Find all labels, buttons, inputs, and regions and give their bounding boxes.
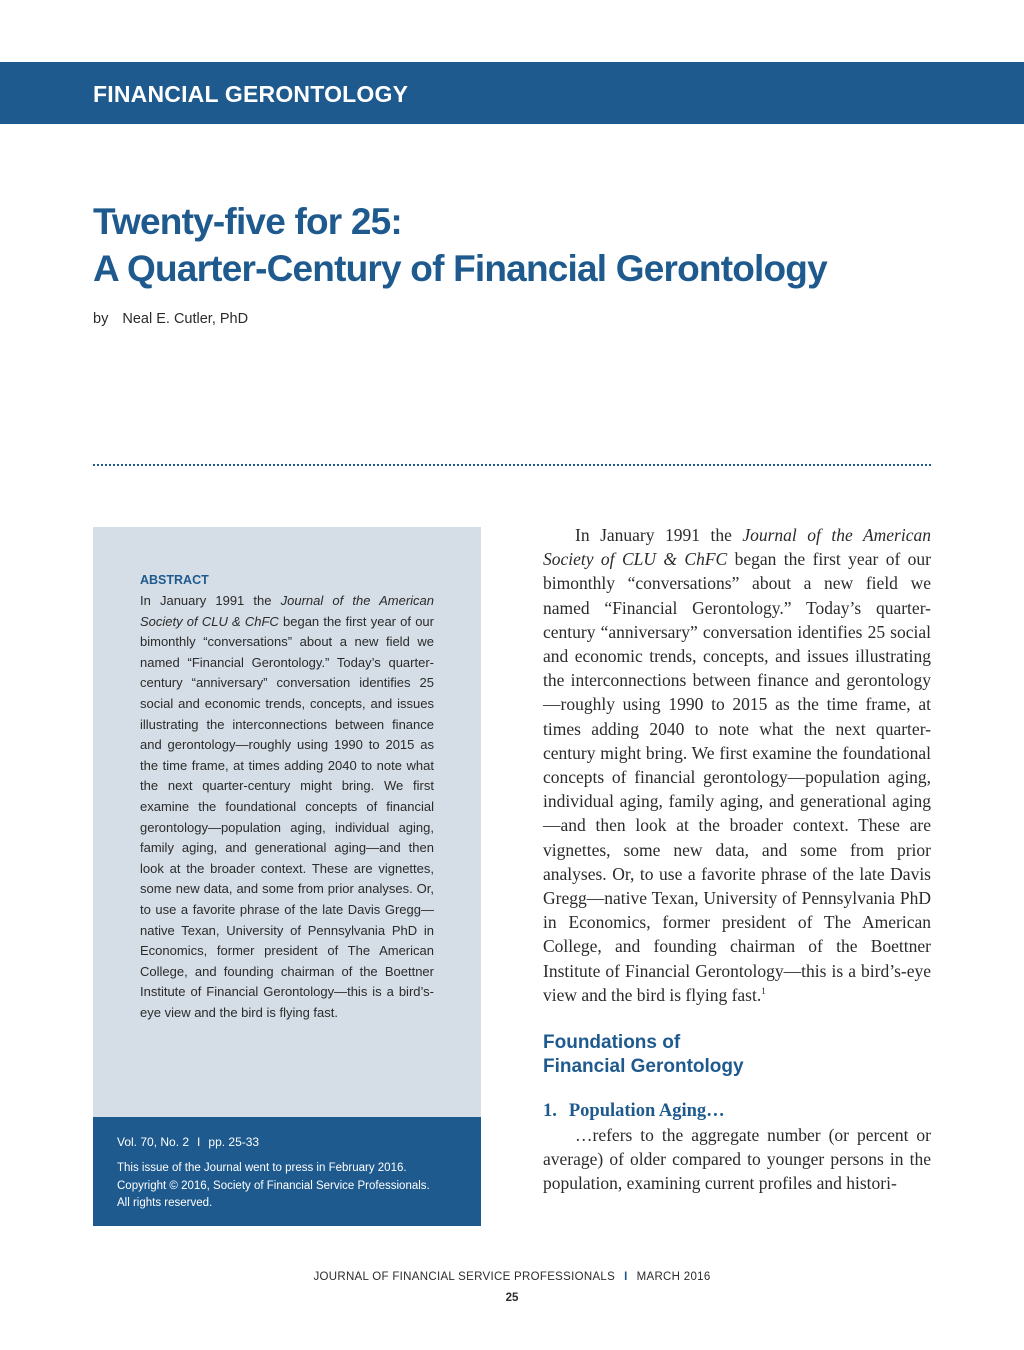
rights-note: All rights reserved. — [117, 1197, 213, 1209]
intro-paragraph — [543, 523, 931, 1007]
section-label: FINANCIAL GERONTOLOGY — [93, 81, 409, 107]
press-note — [117, 1160, 472, 1213]
issue-info-panel — [93, 1117, 481, 1226]
footer-separator: I — [624, 1271, 628, 1283]
volume-separator: I — [197, 1135, 201, 1149]
subsection-heading — [543, 1099, 931, 1123]
volume-line — [117, 1135, 259, 1149]
footer-date: MARCH 2016 — [636, 1271, 711, 1283]
dotted-divider — [93, 464, 931, 466]
abstract-heading: ABSTRACT — [140, 573, 209, 587]
byline-prefix: by — [93, 311, 109, 327]
abstract-journal-name: Journal of the American Society of CLU & ChFC — [140, 593, 435, 629]
byline — [93, 311, 248, 327]
subsection-number: 1. — [543, 1101, 557, 1122]
subsection-title: Population Aging… — [568, 1101, 725, 1122]
title-line-2: A Quarter-Century of Financial Gerontology — [93, 248, 827, 289]
volume-number: Vol. 70, No. 2 — [117, 1135, 190, 1149]
intro-journal-name: Journal of the American Society of CLU & ChFC — [543, 525, 931, 570]
abstract-text-start: In January 1991 the — [140, 593, 281, 608]
footer-journal: JOURNAL OF FINANCIAL SERVICE PROFESSIONALS — [313, 1271, 616, 1283]
article-body — [543, 523, 931, 1196]
copyright-note: Copyright © 2016, Society of Financial Service Professionals. — [117, 1179, 430, 1192]
abstract-text — [140, 591, 434, 1023]
page-number: 25 — [505, 1292, 519, 1304]
section-heading-line-1: Foundations of — [543, 1032, 681, 1054]
page-range: pp. 25-33 — [208, 1135, 260, 1149]
section-heading — [543, 1031, 931, 1079]
abstract-text-rest: began the first year of our bimonthly “conversations” about a new field we named “Financial Gerontology.” Today’s quarter-century “anniversary” conversation identifies 25 social and economic trends, concepts, and issues illustrating the interconnections between finance and gerontology—roughly using 1990 to 2015 as the time frame, at times adding 2040 to note what the next quarter-century might bring. We first examine the foundational concepts of financial gerontology—population aging, individual aging, family aging, and generational aging—and then look at the broader context. These are vignettes, some new data, and some from prior analyses. Or, to use a favorite phrase of the late Davis Gregg—native Texan, University of Pennsylvania PhD in Economics, former president of The American College, and founding chairman of the Boettner Institute of Financial Gerontology—this is a bird’s-eye view and the bird is flying fast. — [140, 613, 434, 1020]
footnote-ref: 1 — [761, 986, 766, 997]
abstract-panel — [93, 527, 481, 1117]
article-title — [93, 198, 827, 292]
title-line-1: Twenty-five for 25: — [93, 201, 402, 242]
page-footer — [0, 1271, 1024, 1283]
author-name: Neal E. Cutler, PhD — [122, 311, 249, 327]
section-heading-line-2: Financial Gerontology — [543, 1056, 744, 1078]
intro-text-rest: began the first year of our bimonthly “conversations” about a new field we named “Financial Gerontology.” Today’s quarter-century “anniversary” conversation identifies 25 social and economic trends, concepts, and issues illustrating the interconnections between finance and gerontology—roughly using 1990 to 2015 as the time frame, at times adding 2040 to note what the next quarter-century might bring. We first examine the foundational concepts of financial gerontology—population aging, individual aging, family aging, and generational aging—and then look at the broader context. These are vignettes, some new data, and some from prior analyses. Or, to use a favorite phrase of the late Davis Gregg—native Texan, University of Pennsylvania PhD in Economics, former president of The American College, and founding chairman of the Boettner Institute of Financial Gerontology—this is a bird’s-eye view and the bird is flying fast. — [543, 549, 932, 1005]
section-banner — [0, 62, 1024, 124]
press-date-note: This issue of the Journal went to press in February 2016. — [117, 1162, 407, 1174]
subsection-paragraph: …refers to the aggregate number (or percent or average) of older compared to younger persons in the population, examining current profiles and histori- — [543, 1125, 931, 1194]
intro-text-start: In January 1991 the — [575, 525, 743, 545]
